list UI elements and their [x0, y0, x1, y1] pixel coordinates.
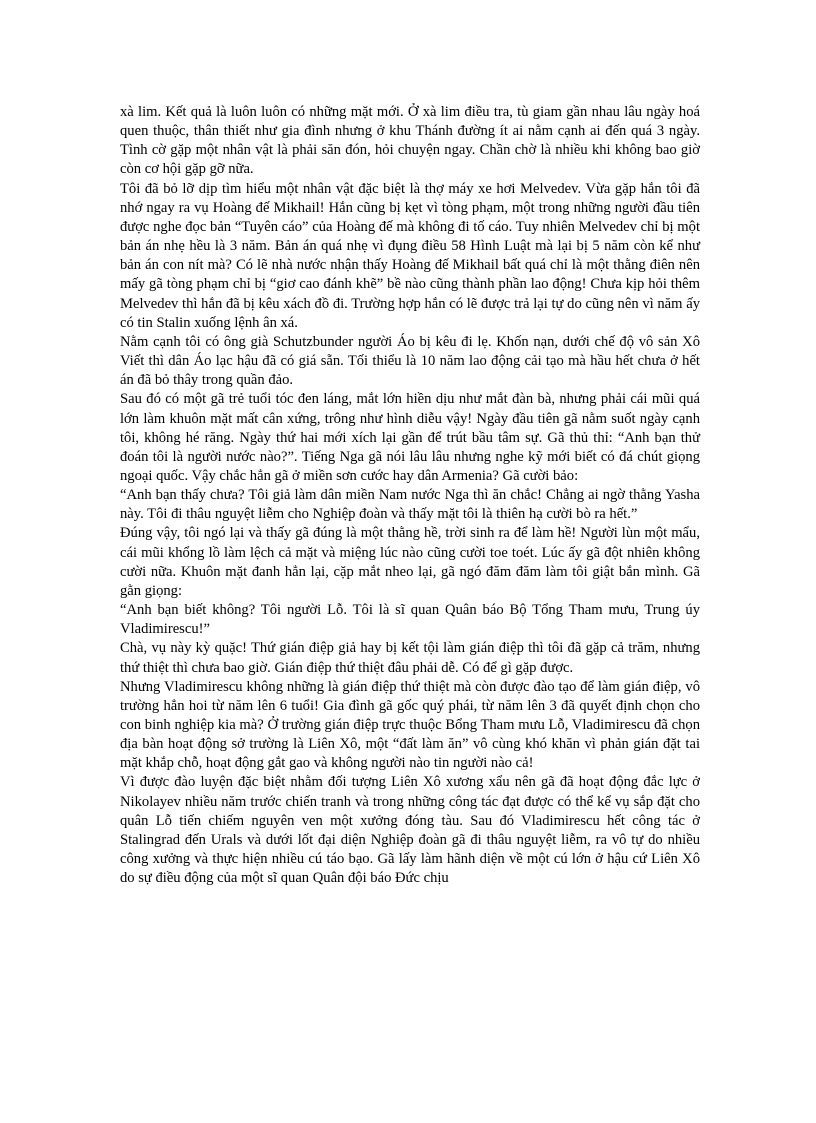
paragraph-1: xà lim. Kết quả là luôn luôn có những mặt mới. Ở xà lim điều tra, tù giam gần nhau lâu ngày hoá quen thuộc, thân thiết như gia đình nhưng ở khu Thánh đường ít ai nằm cạnh ai đến quá 3 ngày. Tình cờ gặp một nhân vật là phải săn đón, hỏi chuyện ngay. Chần chờ là nhiều khi không bao giờ còn cơ hội gặp gỡ nữa.: [120, 104, 700, 178]
paragraph-2: Tôi đã bỏ lỡ dịp tìm hiểu một nhân vật đặc biệt là thợ máy xe hơi Melvedev. Vừa gặp hắn tôi đã nhớ ngay ra vụ Hoàng đế Mikhail! Hắn cũng bị kẹt vì tòng phạm, một trong những người đầu tiên được nghe đọc bản “Tuyên cáo” của Hoàng đế mà không đi tố cáo. Tuy nhiên Melvedev chỉ bị một bản án nhẹ hều là 3 năm. Bản án quá nhẹ vì đụng điều 58 Hình Luật mà lại bị 5 năm còn kể như bản án con nít mà? Có lẽ nhà nước nhận thấy Hoàng đế Mikhail bất quá chỉ là một thằng điên nên mấy gã tòng phạm chỉ bị “giơ cao đánh khẽ” bề nào cũng thành phần lao động! Chưa kịp hỏi thêm Melvedev thì hắn đã bị kêu xách đồ đi. Trường hợp hắn có lẽ được trả lại tự do cũng nên vì năm ấy có tin Stalin xuống lệnh ân xá.: [120, 180, 700, 331]
paragraph-7: “Anh bạn biết không? Tôi người Lỗ. Tôi là sĩ quan Quân báo Bộ Tổng Tham mưu, Trung úy Vladimirescu!”: [120, 602, 700, 638]
paragraph-9: Nhưng Vladimirescu không những là gián điệp thứ thiệt mà còn được đào tạo để làm gián điệp, vô trường hẳn hoi từ năm lên 6 tuổi! Gia đình gã gốc quý phái, từ năm lên 3 đã quyết định chọn cho con binh nghiệp kia mà? Ở trường gián điệp trực thuộc Bổng Tham mưu Lỗ, Vladimirescu đã chọn địa bàn hoạt động sở trường là Liên Xô, một “đất làm ăn” vô cùng khó khăn vì phản gián đặt tai mặt khắp chỗ, hoạt động gắt gao và không người nào tin người nào cả!: [120, 678, 700, 772]
paragraph-8: Chà, vụ này kỳ quặc! Thứ gián điệp giả hay bị kết tội làm gián điệp thì tôi đã gặp cả trăm, nhưng thứ thiệt thì chưa bao giờ. Gián điệp thứ thiệt đâu phải dễ. Có để gì gặp được.: [120, 640, 700, 676]
paragraph-6: Đúng vậy, tôi ngó lại và thấy gã đúng là một thằng hề, trời sinh ra để làm hề! Người lùn một mẩu, cái mũi khổng lồ làm lệch cả mặt và miệng lúc nào cũng cười toe toét. Lúc ấy gã đột nhiên không cười nữa. Khuôn mặt đanh hẳn lại, cặp mắt nheo lại, gã ngó đăm đăm làm tôi giật bắn mình. Gã gằn giọng:: [120, 525, 700, 599]
paragraph-4: Sau đó có một gã trẻ tuổi tóc đen láng, mắt lớn hiền dịu như mắt đàn bà, nhưng phải cái mũi quá lớn làm khuôn mặt mất cân xứng, trông như hình diễu vậy! Ngày đầu tiên gã nằm suốt ngày cạnh tôi, không hé răng. Ngày thứ hai mới xích lại gần để trút bầu tâm sự. Gã thủ thỉ: “Anh bạn thử đoán tôi là người nước nào?”. Tiếng Nga gã nói lâu lâu nhưng nghe kỹ mới biết có đá chút giọng ngoại quốc. Vậy chắc hẳn gã ở miền sơn cước hay dân Armenia? Gã cười bảo:: [120, 391, 700, 484]
paragraph-10: Vì được đào luyện đặc biệt nhằm đối tượng Liên Xô xương xẩu nên gã đã hoạt động đắc lực ở Nikolayev nhiều năm trước chiến tranh và trong những công tác đạt được có thể kể vụ sắp đặt cho quân Lỗ tiến chiếm nguyên ven một xưởng đóng tàu. Sau đó Vladimirescu hết công tác ở Stalingrad đến Urals và dưới lốt đại diện Nghiệp đoàn gã đi thâu nguyệt liễm, ra vô tự do nhiều công xưởng và thực hiện nhiều cú táo bạo. Gã lấy làm hãnh diện về một cú lớn ở hậu cứ Liên Xô do sự điều động của một sĩ quan Quân đội báo Đức chịu: [120, 774, 700, 887]
document-page: [120, 103, 700, 888]
paragraph-5: “Anh bạn thấy chưa? Tôi giả làm dân miền Nam nước Nga thì ăn chắc! Chẳng ai ngờ thằng Yasha này. Tôi đi thâu nguyệt liễm cho Nghiệp đoàn và thấy mặt tôi là thiên hạ cười bò ra hết.”: [120, 487, 700, 523]
paragraph-3: Nằm cạnh tôi có ông già Schutzbunder người Áo bị kêu đi lẹ. Khốn nạn, dưới chế độ vô sản Xô Viết thì dân Áo lạc hậu đã có giá sẵn. Tối thiểu là 10 năm lao động cải tạo mà hầu hết chưa ở hết án đã bỏ thây trong quần đảo.: [120, 333, 700, 389]
